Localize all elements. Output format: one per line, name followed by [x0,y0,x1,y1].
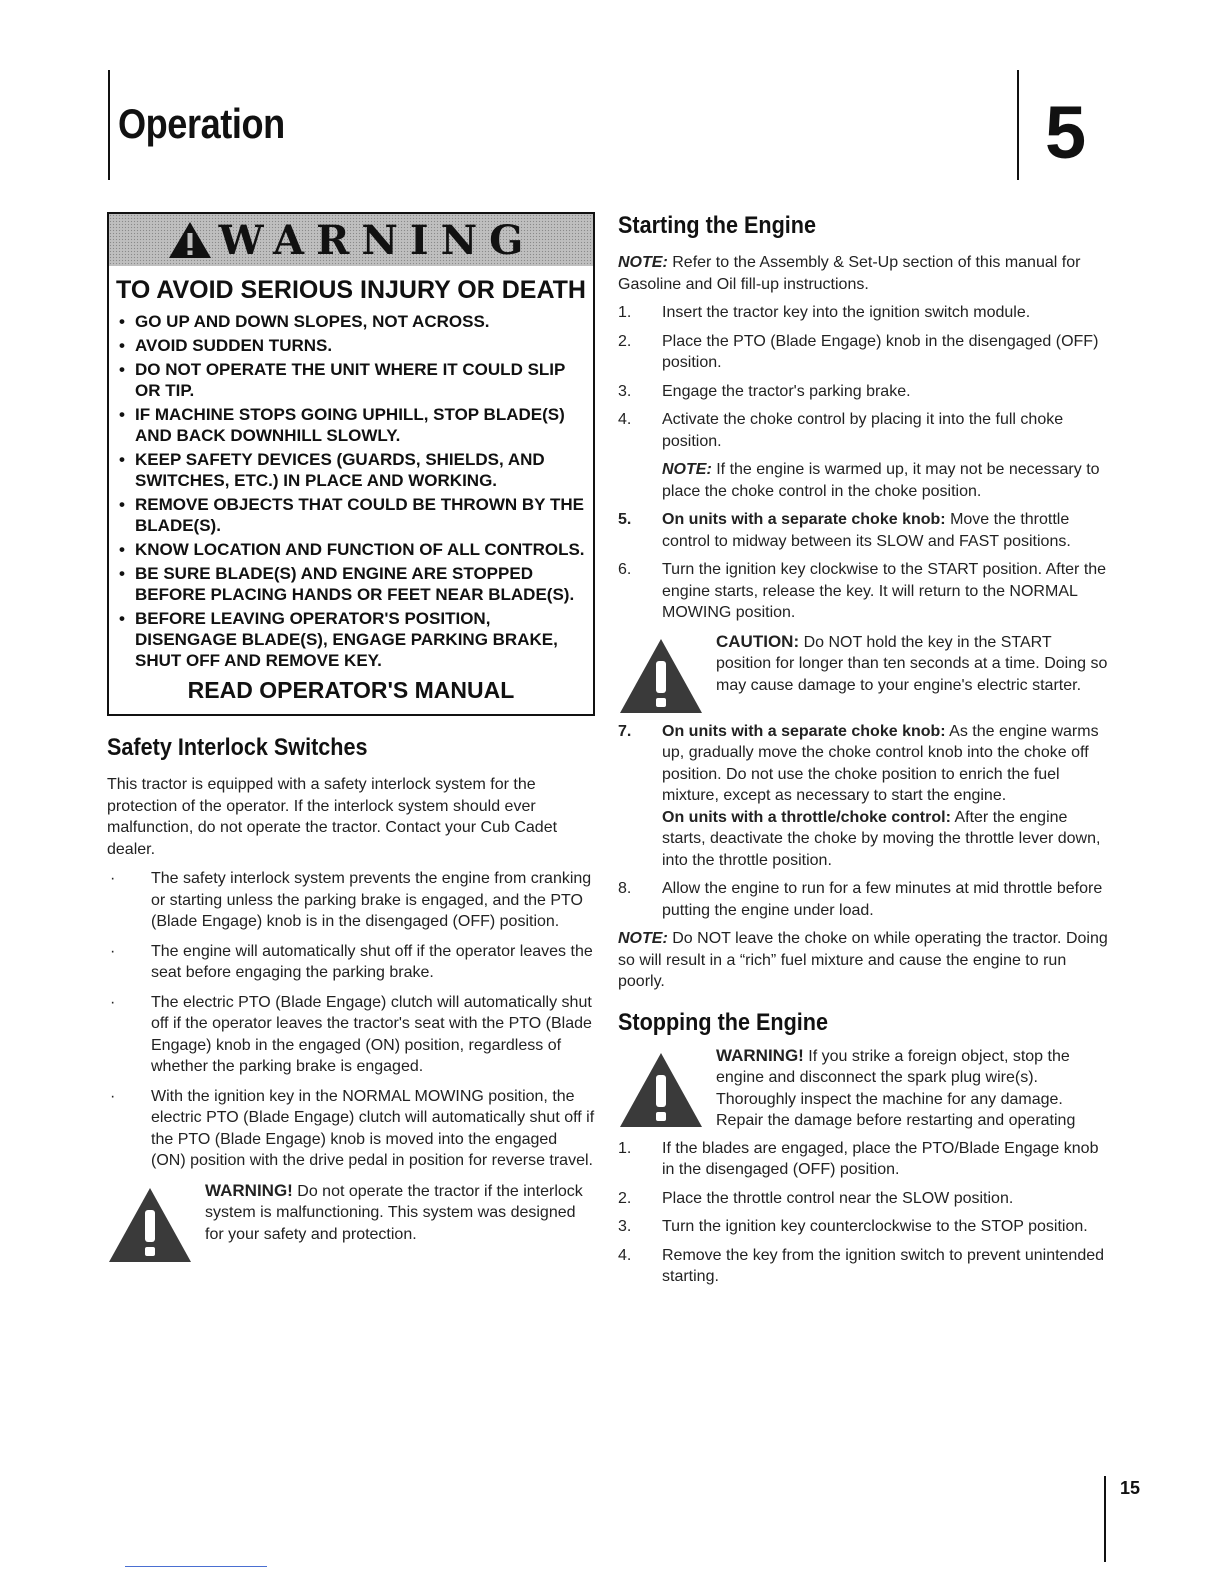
list-item: · The engine will automatically shut off if the operator leaves the seat before engaging the parking brake. [110,942,593,981]
warning-banner [109,214,593,266]
list-item: 7. On units with a separate choke knob: As the engine warms up, gradually move the choke control knob into the choke off position. Do not use the choke position to enrich the fuel mixture, except as necessary to start the engine. On units with a throttle/choke control: After the engine starts, deactivate the choke by moving the throttle lever down, into the throttle position. [618,722,1101,869]
list-item: · With the ignition key in the NORMAL MOWING position, the electric PTO (Blade Engage) clutch will automatically shut off if the PTO (Blade Engage) knob is moved into the engaged (ON) position with the drive pedal in position for reverse travel. [110,1087,595,1169]
warning-exclamation-icon [107,1186,193,1264]
warning-exclamation-icon [618,1051,704,1129]
starting-steps [618,302,1110,452]
warning-headline: TO AVOID SERIOUS INJURY OR DEATH [116,276,586,304]
header-right-rule [1017,70,1019,180]
list-item: 3. Turn the ignition key counterclockwise to the STOP position. [618,1218,1088,1235]
warning-item: • KEEP SAFETY DEVICES (GUARDS, SHIELDS, AND SWITCHES, ETC.) IN PLACE AND WORKING. [119,450,545,490]
warning-banner-text: WARNING [218,216,536,264]
stopping-steps [618,1138,1110,1288]
list-item: 1. If the blades are engaged, place the PTO/Blade Engage knob in the disengaged (OFF) position. [618,1139,1099,1178]
warning-item: • AVOID SUDDEN TURNS. [119,336,333,355]
safety-warning-text: WARNING! Do not operate the tractor if the interlock system is malfunctioning. This system was designed for your safety and protection. [205,1180,583,1243]
page-number: 15 [1120,1478,1141,1498]
safety-bullets [107,868,595,1172]
list-item: 8. Allow the engine to run for a few minutes at mid throttle before putting the engine under load. [618,880,1103,919]
starting-note: NOTE: Refer to the Assembly & Set-Up section of this manual for Gasoline and Oil fill-up instructions. [618,254,1081,293]
warning-list [109,311,593,671]
caution-text: CAUTION: Do NOT hold the key in the START position for longer than ten seconds at a time. Doing so may cause damage to your engine's electric starter. [716,631,1108,694]
page-title: Operation [118,100,285,147]
starting-heading: Starting the Engine [618,212,817,239]
starting-end-note: NOTE: Do NOT leave the choke on while operating the tractor. Doing so will result in a “rich” fuel mixture and cause the engine to run poorly. [618,930,1108,990]
warning-triangle-icon [167,220,213,260]
warning-footer: READ OPERATOR'S MANUAL [187,677,515,703]
list-item: 4. Remove the key from the ignition switch to prevent unintended starting. [618,1246,1105,1285]
starting-steps-cont2 [618,721,1110,922]
warning-item: • DO NOT OPERATE THE UNIT WHERE IT COULD SLIP OR TIP. [119,360,566,400]
safety-warning-alert [107,1180,595,1264]
list-item: · The safety interlock system prevents the engine from cranking or starting unless the parking brake is engaged, and the PTO (Blade Engage) knob is in the disengaged (OFF) position. [110,870,592,930]
warning-item: • BEFORE LEAVING OPERATOR'S POSITION, DISENGAGE BLADE(S), ENGAGE PARKING BRAKE, SHUT OFF AND REMOVE KEY. [119,609,558,670]
warning-item: • KNOW LOCATION AND FUNCTION OF ALL CONTROLS. [119,540,585,559]
safety-intro: This tractor is equipped with a safety interlock system for the protection of the operator. If the interlock system should ever malfunction, do not operate the tractor. Contact your Cub Cadet dealer. [107,776,558,858]
stopping-warning-alert [618,1045,1110,1132]
caution-alert [618,631,1110,715]
right-column [618,212,1110,1295]
caution-exclamation-icon [618,637,704,715]
list-item: 5. On units with a separate choke knob: Move the throttle control to midway between its SLOW and FAST positions. [618,511,1071,550]
warning-box [107,212,595,716]
left-column [107,212,595,1264]
footer-line [125,1566,267,1567]
list-item: 4. Activate the choke control by placing it into the full choke position. [618,411,1064,450]
list-item: 1. Insert the tractor key into the ignition switch module. [618,304,1031,321]
warning-item: • GO UP AND DOWN SLOPES, NOT ACROSS. [119,312,490,331]
step4-note: NOTE: If the engine is warmed up, it may not be necessary to place the choke control in the choke position. [662,461,1100,500]
stopping-heading: Stopping the Engine [618,1008,828,1036]
list-item: 2. Place the throttle control near the SLOW position. [618,1189,1014,1207]
list-item: 3. Engage the tractor's parking brake. [618,382,911,400]
safety-heading: Safety Interlock Switches [107,734,368,761]
warning-item: • IF MACHINE STOPS GOING UPHILL, STOP BLADE(S) AND BACK DOWNHILL SLOWLY. [119,405,565,445]
stopping-warning-text: WARNING! If you strike a foreign object, stop the engine and disconnect the spark plug wire(s). Thoroughly inspect the machine for any damage. Repair the damage before restarting and operating [716,1045,1076,1129]
warning-item: • REMOVE OBJECTS THAT COULD BE THROWN BY THE BLADE(S). [119,495,584,535]
list-item: · The electric PTO (Blade Engage) clutch will automatically shut off if the operator leaves the tractor's seat with the PTO (Blade Engage) knob in the engaged (ON) position, regardless of whether the parking brake is engaged. [110,993,592,1075]
list-item: 2. Place the PTO (Blade Engage) knob in the disengaged (OFF) position. [618,332,1099,371]
starting-steps-cont [618,509,1110,624]
warning-item: • BE SURE BLADE(S) AND ENGINE ARE STOPPED BEFORE PLACING HANDS OR FEET NEAR BLADE(S). [119,564,575,604]
chapter-number: 5 [1045,91,1087,174]
header-left-rule [108,70,110,180]
list-item: 6. Turn the ignition key clockwise to the START position. After the engine starts, release the key. It will return to the NORMAL MOWING position. [618,561,1107,621]
page-number-rule [1104,1476,1106,1562]
